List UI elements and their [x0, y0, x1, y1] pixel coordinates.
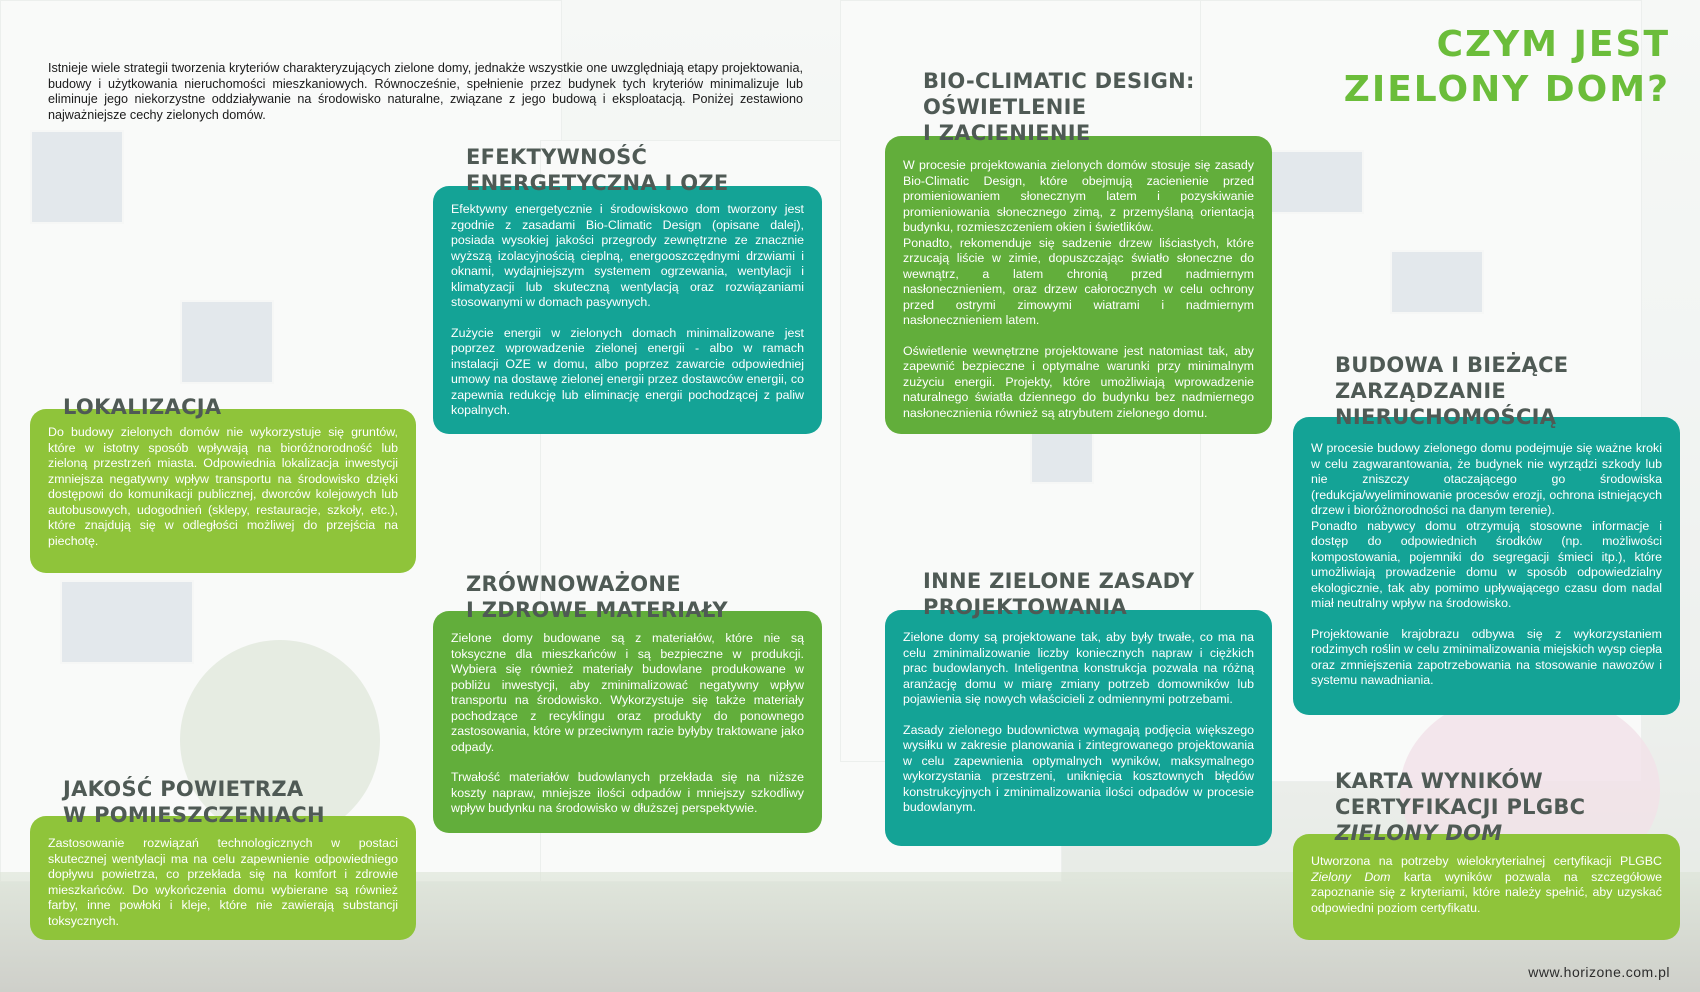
other-heading	[923, 568, 1194, 620]
materials-heading	[466, 571, 728, 623]
energy-paragraph-1: Efektywny energetycznie i środowiskowo dom tworzony jest zgodnie z zasadami Bio-Climatic Design (opisane dalej), posiada wysokiej jakości przegrody zewnętrzne ze znacznie wyższą izolacyjnością cieplną, energooszczędnymi drzwiami i oknami, wydajniejszym systemem ogrzewania, wentylacji i klimatyzacji lub skuteczną wentylacją oraz rozwiązaniami stosowanymi w domach pasywnych.	[451, 202, 804, 309]
energy-heading-line1: EFEKTYWNOŚĆ	[466, 145, 648, 169]
intro-text: Istnieje wiele strategii tworzenia kryteriów charakteryzujących zielone domy, jednakże wszystkie one uwzględniają etapy projektowania, budowy i użytkowania nieruchomości mieszkaniowych. Równocześnie, spełnienie przez budynek tych kryteriów minimalizuje lub eliminuje jego niekorzystne oddziaływanie na środowisko naturalne, związane z jego budową i eksploatacją. Poniżej zestawiono najważniejsze cechy zielonych domów.	[48, 61, 803, 122]
bioclimatic-paragraph-1b: Ponadto, rekomenduje się sadzenie drzew liściastych, które zrzucają liście w zimie, dopuszczając światło słoneczne do wewnątrz, a latem chronią przed nadmiernym nasłonecznieniem, oraz drzew całorocznych w celu ochrony przed ostrymi zimowymi wiatrami i nadmiernym nasłonecznieniem latem.	[903, 235, 1254, 327]
construction-paragraph-1: W procesie budowy zielonego domu podejmuje się ważne kroki w celu zagwarantowania, że budynek nie wyrządzi szkody lub nie zniszczy otaczającego go środowiska (redukcja/wyeliminowanie procesów erozji, ochrona istniejących drzew i bioróżnorodności na danym terenie).	[1311, 441, 1662, 517]
certificate-heading-line3	[1335, 820, 1585, 846]
bioclimatic-card	[885, 136, 1272, 434]
construction-heading-line1: BUDOWA I BIEŻĄCE	[1335, 353, 1569, 377]
materials-heading-line2: I ZDROWE MATERIAŁY	[466, 598, 728, 622]
certificate-text-end: karta wyników pozwala na szczegółowe zapoznanie się z kryteriami, które należy spełnić, aby uzyskać odpowiedni poziom certyfikatu.	[1311, 869, 1663, 915]
other-paragraph-2: Zasady zielonego budownictwa wymagają podjęcia większego wysiłku w zakresie planowania i zintegrowanego projektowania w celu zapewnienia optymalnych wyników, maksymalnego wykorzystania przestrzeni, uniknięcia kosztownych błędów konstrukcyjnych i zminimalizowania ilości odpadów w procesie budowlanym.	[903, 722, 1254, 814]
construction-heading-line2: ZARZĄDZANIE	[1335, 379, 1507, 403]
bioclimatic-heading-line1: BIO-CLIMATIC DESIGN:	[923, 69, 1195, 93]
bioclimatic-heading-line3: I ZACIENIENIE	[923, 121, 1091, 145]
construction-paragraph-1b: Ponadto nabywcy domu otrzymują stosowne informacje i dostęp do odpowiednich środków (np. możliwości kompostowania, pojemniki do segregacji śmieci itp.), które umożliwiają prowadzenie domu w sposób odpowiedzialny ekologicznie, tak aby pomimo upływającego czasu dom nadal miał neutralny wpływ na środowisko.	[1311, 518, 1662, 610]
website-url[interactable]: www.horizone.com.pl	[1528, 964, 1670, 980]
air-heading-line2: W POMIESZCZENIACH	[63, 803, 325, 827]
air-card	[30, 816, 416, 940]
certificate-heading-line1: KARTA WYNIKÓW	[1335, 769, 1544, 793]
bioclimatic-heading-line2: OŚWIETLENIE	[923, 95, 1087, 119]
certificate-text-italic: Zielony Dom	[1311, 869, 1391, 884]
construction-heading	[1335, 352, 1568, 430]
page-title	[1344, 22, 1670, 112]
certificate-card	[1293, 834, 1680, 940]
construction-card	[1293, 417, 1680, 715]
materials-paragraph-2: Trwałość materiałów budowlanych przekłada się na niższe koszty napraw, mniejsze ilości odpadów i mniejszy szkodliwy wpływ budynku na środowisko w dłuższej perspektywie.	[451, 770, 804, 815]
air-paragraph: Zastosowanie rozwiązań technologicznych w postaci skutecznej wentylacji ma na celu zapewnienie odpowiedniego dopływu powietrza, co przekłada się na komfort i zdrowie mieszkańców. Do wykończenia domu wybierane są również farby, inne powłoki i kleje, które nie zawierają substancji toksycznych.	[48, 836, 398, 928]
certificate-heading-line2: CERTYFIKACJI PLGBC	[1335, 795, 1586, 819]
page-title-line1: CZYM JEST	[1436, 24, 1670, 65]
bioclimatic-paragraph-1: W procesie projektowania zielonych domów stosuje się zasady Bio-Climatic Design, które obejmują zacienienie przed promieniowaniem słonecznym latem i pozyskiwanie promieniowania słonecznego zimą, z przemyślaną orientacją budynku, rozmieszczeniem okien i świetlików.	[903, 158, 1254, 234]
construction-heading-line3: NIERUCHOMOŚCIĄ	[1335, 405, 1557, 429]
other-heading-line1: INNE ZIELONE ZASADY	[923, 569, 1195, 593]
page-title-line2: ZIELONY DOM?	[1343, 69, 1670, 110]
materials-card	[433, 611, 822, 833]
other-paragraph-1: Zielone domy są projektowane tak, aby były trwałe, co ma na celu zminimalizowanie liczby koniecznych napraw i ciężkich prac budowlanych. Inteligentna konstrukcja pozwala na różną aranżację domu w miarę zmiany potrzeb domowników lub pojawienia się nowych właścicieli z odmiennymi potrzebami.	[903, 630, 1254, 706]
air-heading	[63, 776, 325, 828]
bioclimatic-paragraph-2: Oświetlenie wewnętrzne projektowane jest natomiast tak, aby zapewnić bezpieczne i optymalne warunki przy minimalnym zużyciu energii. Projekty, które umożliwiają wprowadzenie naturalnego światła dziennego do budynku bez nadmiernego nasłonecznienia również są atrybutem zielonego domu.	[903, 343, 1254, 420]
location-card	[30, 409, 416, 573]
air-heading-line1: JAKOŚĆ POWIETRZA	[63, 777, 304, 801]
construction-paragraph-2: Projektowanie krajobrazu odbywa się z wykorzystaniem rodzimych roślin w celu zminimalizowania miejskich wysp ciepła oraz zmniejszenia zapotrzebowania na stosowanie nawozów i systemu nawadniania.	[1311, 626, 1662, 687]
energy-card	[433, 186, 822, 434]
energy-heading	[466, 144, 729, 196]
certificate-paragraph	[1311, 854, 1662, 916]
certificate-heading-italic: ZIELONY DOM	[1335, 821, 1503, 845]
other-heading-line2: PROJEKTOWANIA	[923, 595, 1128, 619]
location-heading-line1: LOKALIZACJA	[63, 395, 222, 419]
materials-heading-line1: ZRÓWNOWAŻONE	[466, 572, 681, 596]
certificate-heading	[1335, 768, 1585, 846]
location-paragraph: Do budowy zielonych domów nie wykorzystuje się gruntów, które w istotny sposób wpływają na bioróżnorodność lub zieloną przestrzeń miasta. Odpowiednia lokalizacja inwestycji zmniejsza negatywny wpływ transportu na środowisko dzięki dostępowi do komunikacji publicznej, dworców kolejowych lub autobusowych, udogodnień (sklepy, restauracje, szkoły, etc.), które znajdują się w odległości możliwej do przejścia na piechotę.	[48, 425, 398, 548]
energy-heading-line2: ENERGETYCZNA I OZE	[466, 171, 729, 195]
energy-paragraph-2: Zużycie energii w zielonych domach minimalizowane jest poprzez wprowadzenie zielonej energii - albo w ramach instalacji OZE w domu, albo poprzez zawarcie odpowiedniej umowy na dostawę zielonej energii przez dostawców energii, co zapewnia redukcję lub eliminację energii pochodzącej z paliw kopalnych.	[451, 325, 804, 417]
certificate-text-start: Utworzona na potrzeby wielokryterialnej certyfikacji PLGBC	[1311, 854, 1662, 868]
other-card	[885, 610, 1272, 846]
bioclimatic-heading	[923, 68, 1195, 146]
location-heading	[63, 394, 221, 420]
materials-paragraph-1: Zielone domy budowane są z materiałów, które nie są toksyczne dla mieszkańców i są bezpieczne w produkcji. Wybiera się również materiały budowlane produkowane w pobliżu inwestycji, aby zminimalizować negatywny wpływ transportu na środowisko. Wykorzystuje się także materiały pochodzące z recyklingu oraz produkty do ponownego zastosowania, które w przeciwnym razie byłyby traktowane jako odpady.	[451, 631, 804, 754]
